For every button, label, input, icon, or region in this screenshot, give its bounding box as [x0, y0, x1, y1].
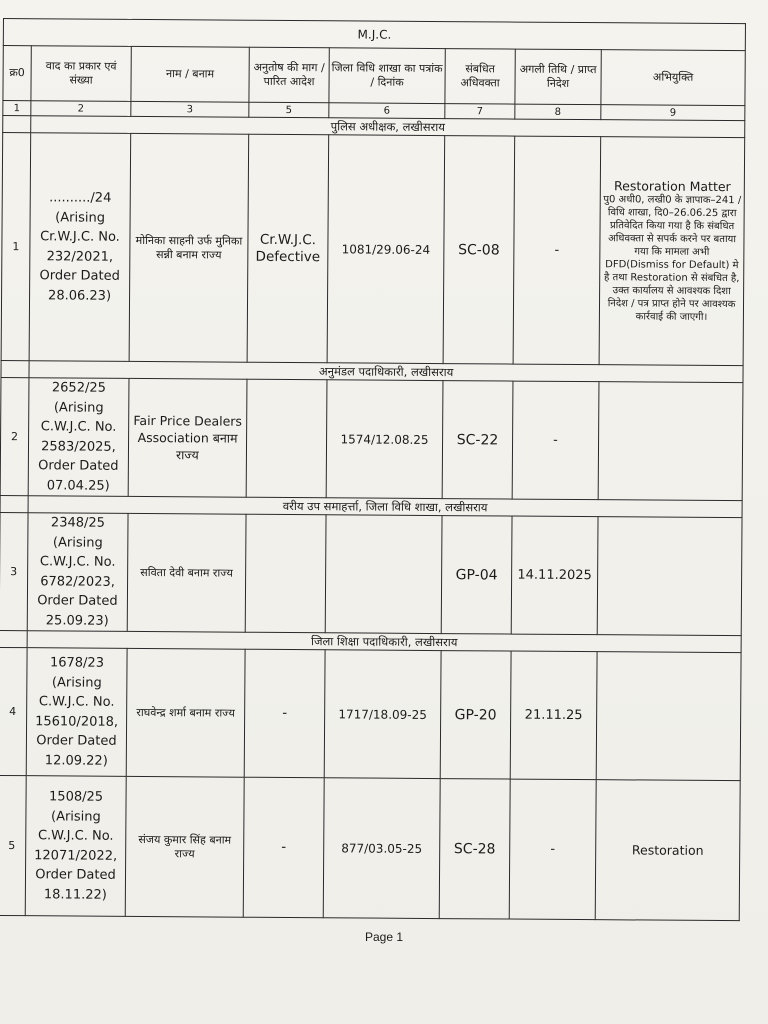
column-number: 3 — [131, 101, 249, 117]
relief-order: - — [244, 649, 325, 778]
relief-order — [245, 514, 326, 633]
next-date: - — [509, 779, 596, 920]
letter-reference: 1081/29.06-24 — [327, 135, 445, 364]
column-number: 8 — [515, 104, 601, 120]
advocate: SC-28 — [439, 779, 510, 919]
header-serial: क्र0 — [3, 46, 31, 101]
column-number: 7 — [445, 104, 515, 119]
section-spacer — [0, 495, 28, 512]
next-date: 14.11.2025 — [511, 516, 598, 635]
letter-reference — [325, 515, 442, 634]
section-spacer — [3, 116, 31, 133]
header-case-type: वाद का प्रकार एवं संख्या — [31, 46, 131, 102]
remark-text: पु0 अधी0, लखी0 के ज्ञापाक–241 / विधि शाखा, दि0–26.06.25 द्वारा प्रतिवेदित किया गया है कि संबधित अधिवक्ता से सपर्क करने पर बताया गया कि मामला अभी DFD(Dismiss for Default) मे है तथा Restoration से संबधित है, उक्त कार्यालय से आवश्यक दिशा निदेश / पत्र प्राप्त होने पर आवश्यक कार्रवाई की जाएगी। — [603, 193, 742, 323]
header-letter: जिला विधि शाखा का पत्रांक / दिनांक — [329, 48, 445, 104]
table-row — [0, 647, 741, 780]
party-name: Fair Price Dealers Association बनाम राज्य — [128, 378, 247, 497]
party-name: मोनिका साहनी उर्फ मुनिका सन्नी बनाम राज्य — [129, 133, 249, 362]
advocate: GP-04 — [441, 516, 512, 634]
section-spacer — [0, 630, 27, 647]
relief-order — [246, 379, 327, 498]
relief-order: Cr.W.J.C. Defective — [247, 134, 329, 363]
column-number: 2 — [31, 101, 131, 117]
column-number: 5 — [249, 102, 329, 118]
header-advocate: संबधित अधिवक्ता — [445, 49, 515, 104]
header-relief: अनुतोष की माग / पारित आदेश — [249, 47, 329, 103]
section-spacer — [1, 360, 29, 377]
mjc-table — [0, 18, 746, 921]
remark — [599, 137, 745, 366]
serial-number: 3 — [0, 512, 28, 630]
case-number: 2652/25 (Arising C.W.J.C. No. 2583/2025, Order Dated 07.04.25) — [28, 378, 129, 497]
case-number: 1508/25 (Arising C.W.J.C. No. 12071/2022, Order Dated 18.11.22) — [25, 776, 126, 917]
section-heading: अनुमंडल पदाधिकारी, लखीसराय — [29, 361, 743, 383]
letter-reference: 1574/12.08.25 — [326, 380, 443, 499]
column-number: 6 — [329, 103, 445, 119]
column-number: 1 — [3, 101, 31, 116]
remark — [598, 382, 743, 501]
remark-title: Restoration Matter — [613, 177, 731, 194]
section-heading: वरीय उप समाहर्त्ता, जिला विधि शाखा, लखीसराय — [28, 496, 742, 518]
case-number: ........../24 (Arising Cr.W.J.C. No. 232/2021, Order Dated 28.06.23) — [29, 133, 131, 362]
serial-number: 1 — [1, 133, 31, 361]
table-title: M.J.C. — [3, 19, 745, 51]
serial-number: 5 — [0, 775, 26, 915]
case-number: 2348/25 (Arising C.W.J.C. No. 6782/2023, Order Dated 25.09.23) — [27, 513, 128, 632]
section-heading: पुलिस अधीक्षक, लखीसराय — [31, 116, 745, 138]
letter-reference: 1717/18.09-25 — [324, 650, 441, 779]
next-date: - — [513, 136, 601, 365]
serial-number: 4 — [0, 647, 27, 775]
advocate: SC-22 — [442, 381, 513, 499]
party-name: सविता देवी बनाम राज्य — [127, 513, 246, 632]
section-heading: जिला शिक्षा पदाधिकारी, लखीसराय — [27, 631, 741, 653]
advocate: SC-08 — [443, 136, 515, 364]
party-name: राघवेन्द्र शर्मा बनाम राज्य — [126, 648, 245, 777]
party-name: संजय कुमार सिंह बनाम राज्य — [125, 776, 244, 917]
table-row — [0, 775, 740, 920]
remark — [597, 517, 742, 636]
table-row — [0, 512, 742, 635]
letter-reference: 877/03.05-25 — [323, 778, 440, 919]
next-date: - — [512, 381, 599, 500]
serial-number: 2 — [0, 377, 29, 495]
relief-order: - — [243, 777, 324, 918]
column-number: 9 — [601, 105, 745, 121]
next-date: 21.11.25 — [510, 651, 597, 780]
remark: Restoration — [595, 780, 740, 921]
header-next-date: अगली तिथि / प्राप्त निदेश — [515, 49, 601, 105]
header-remark: अभियुक्ति — [601, 50, 745, 106]
page-number: Page 1 — [364, 930, 404, 944]
remark — [596, 652, 741, 781]
case-number: 1678/23 (Arising C.W.J.C. No. 15610/2018, Order Dated 12.09.22) — [26, 648, 127, 777]
advocate: GP-20 — [440, 651, 511, 779]
table-row — [0, 377, 743, 500]
table-row — [1, 133, 745, 366]
header-name: नाम / बनाम — [131, 46, 249, 102]
